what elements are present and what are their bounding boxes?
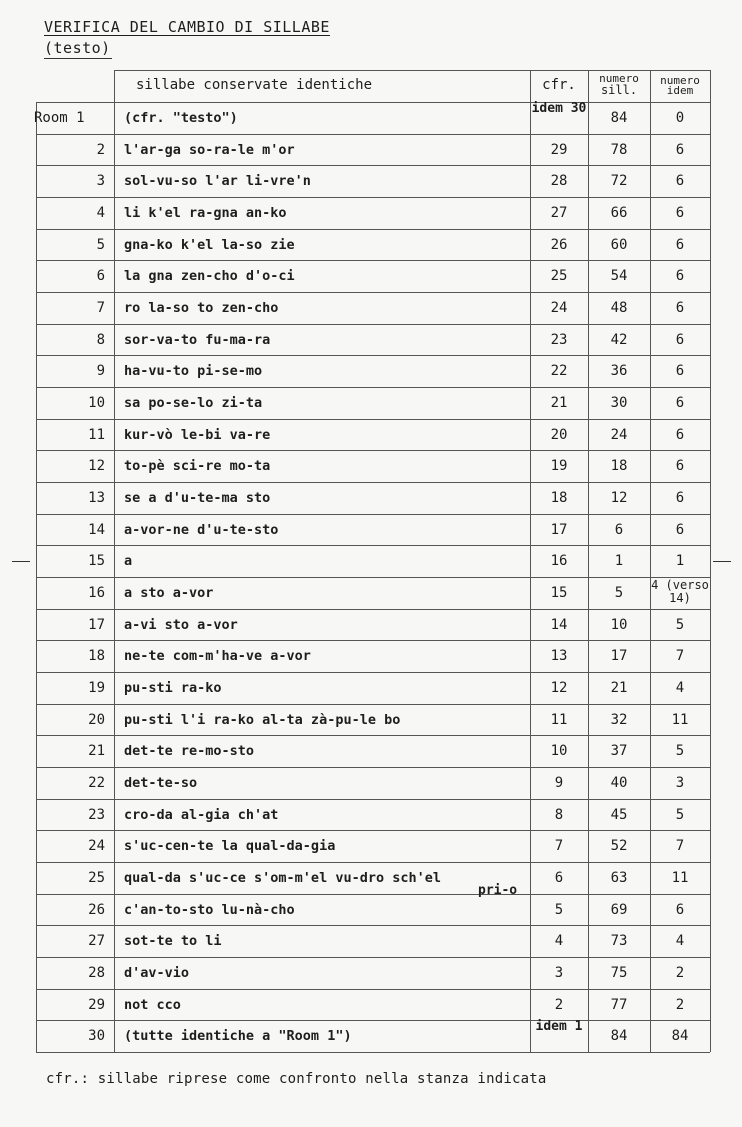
row-idem: 84 xyxy=(671,1028,689,1045)
syllable-table xyxy=(36,70,710,1052)
row-idem: 5 xyxy=(675,743,685,760)
row-syllables: (tutte identiche a "Room 1") xyxy=(124,1028,352,1045)
row-syllables: sol-vu-so l'ar li-vre'n xyxy=(124,173,311,190)
row-syllables: a-vi sto a-vor xyxy=(124,616,238,633)
row-syllables: a xyxy=(124,553,133,570)
row-idem: 4 xyxy=(675,933,685,950)
row-syllables: pu-sti ra-ko xyxy=(124,679,222,696)
row-cfr: 13 xyxy=(550,648,568,665)
row-idem: 4 (verso 14) xyxy=(651,578,709,605)
table-line-row xyxy=(36,640,710,641)
row-room: 12 xyxy=(88,458,105,475)
row-cfr: 16 xyxy=(550,553,568,570)
table-line-row xyxy=(36,514,710,515)
margin-mark-left xyxy=(12,561,30,562)
row-room: 20 xyxy=(88,711,105,728)
table-line-row xyxy=(36,229,710,230)
row-sill: 60 xyxy=(610,236,628,253)
row-cfr: 3 xyxy=(554,964,564,981)
row-cfr: 9 xyxy=(554,774,564,791)
row-sill: 6 xyxy=(614,521,624,538)
row-syllables: det-te re-mo-sto xyxy=(124,743,255,760)
row-idem: 6 xyxy=(675,173,685,190)
row-syllables: (cfr. "testo") xyxy=(124,109,238,126)
table-line-row xyxy=(36,292,710,293)
row-syllables: qual-da s'uc-ce s'om-m'el vu-dro sch'el xyxy=(124,869,441,886)
row-syllables: det-te-so xyxy=(124,774,198,791)
table-line-row xyxy=(36,672,710,673)
page-subtitle: (testo) xyxy=(44,39,111,57)
row-syllables: sot-te to li xyxy=(124,933,222,950)
row-syllables: l'ar-ga so-ra-le m'or xyxy=(124,141,295,158)
row-cfr: 10 xyxy=(550,743,568,760)
row-cfr: 8 xyxy=(554,806,564,823)
row-sill: 40 xyxy=(610,774,628,791)
table-line-row xyxy=(36,609,710,610)
table-line-top xyxy=(114,70,710,71)
row-sill: 36 xyxy=(610,363,628,380)
row-idem: 5 xyxy=(675,616,685,633)
table-line-row xyxy=(36,197,710,198)
row-idem: 6 xyxy=(675,141,685,158)
table-line-row xyxy=(36,545,710,546)
row-cfr: 18 xyxy=(550,489,568,506)
row-cfr: 23 xyxy=(550,331,568,348)
row-syllables: se a d'u-te-ma sto xyxy=(124,489,271,506)
row-cfr: 4 xyxy=(554,933,564,950)
row-cfr: 20 xyxy=(550,426,568,443)
row-idem: 6 xyxy=(675,204,685,221)
margin-mark-right xyxy=(713,561,731,562)
row-room: 3 xyxy=(96,173,105,190)
row-room: 11 xyxy=(88,426,105,443)
row-syllables: sor-va-to fu-ma-ra xyxy=(124,331,271,348)
table-line-col xyxy=(114,70,115,1052)
row-cfr: 15 xyxy=(550,584,568,601)
row-cfr: 7 xyxy=(554,838,564,855)
row-idem: 6 xyxy=(675,901,685,918)
table-line-row xyxy=(36,957,710,958)
row-room: 7 xyxy=(96,299,105,316)
row-sill: 45 xyxy=(610,806,628,823)
row-cfr: 14 xyxy=(550,616,568,633)
page-title: VERIFICA DEL CAMBIO DI SILLABE xyxy=(44,18,330,36)
row-idem: 6 xyxy=(675,236,685,253)
title-underline xyxy=(44,58,112,59)
header-numero-sill: numero sill. xyxy=(599,72,639,97)
row-idem: 6 xyxy=(675,363,685,380)
row-room: 19 xyxy=(88,679,105,696)
row-syllables-continued: pri-o xyxy=(478,882,518,898)
row-sill: 72 xyxy=(610,173,628,190)
table-line-row xyxy=(36,767,710,768)
table-line-row xyxy=(36,925,710,926)
row-idem: 6 xyxy=(675,521,685,538)
row-syllables: ne-te com-m'ha-ve a-vor xyxy=(124,648,311,665)
row-room: 26 xyxy=(88,901,105,918)
row-room: 21 xyxy=(88,743,105,760)
row-sill: 21 xyxy=(610,679,628,696)
row-idem: 6 xyxy=(675,458,685,475)
row-syllables: sa po-se-lo zi-ta xyxy=(124,394,263,411)
row-syllables: d'av-vio xyxy=(124,964,190,981)
row-idem: 2 xyxy=(675,964,685,981)
row-cfr: 27 xyxy=(550,204,568,221)
row-room: 9 xyxy=(96,363,105,380)
table-line-row xyxy=(36,704,710,705)
row-sill: 17 xyxy=(610,648,628,665)
table-line-row xyxy=(36,862,710,863)
row-idem: 4 xyxy=(675,679,685,696)
table-line-row xyxy=(36,799,710,800)
row-idem: 7 xyxy=(675,648,685,665)
row-room: Room 1 xyxy=(34,109,85,126)
row-sill: 1 xyxy=(614,553,624,570)
row-idem: 6 xyxy=(675,426,685,443)
row-sill: 52 xyxy=(610,838,628,855)
row-syllables: not cco xyxy=(124,996,181,1013)
row-room: 15 xyxy=(88,553,105,570)
row-sill: 5 xyxy=(614,584,624,601)
row-sill: 18 xyxy=(610,458,628,475)
row-syllables: a-vor-ne d'u-te-sto xyxy=(124,521,279,538)
row-cfr: 17 xyxy=(550,521,568,538)
row-cfr: 11 xyxy=(550,711,568,728)
row-room: 13 xyxy=(88,489,105,506)
row-sill: 37 xyxy=(610,743,628,760)
row-sill: 10 xyxy=(610,616,628,633)
row-cfr: 25 xyxy=(550,268,568,285)
table-line-row xyxy=(36,894,710,895)
row-sill: 75 xyxy=(610,964,628,981)
row-sill: 77 xyxy=(610,996,628,1013)
row-sill: 42 xyxy=(610,331,628,348)
row-sill: 84 xyxy=(610,1028,628,1045)
row-sill: 69 xyxy=(610,901,628,918)
row-cfr: 28 xyxy=(550,173,568,190)
row-cfr: 26 xyxy=(550,236,568,253)
table-line-header xyxy=(36,102,710,103)
table-line-row xyxy=(36,577,710,578)
row-syllables: ro la-so to zen-cho xyxy=(124,299,279,316)
row-cfr: 21 xyxy=(550,394,568,411)
row-idem: 6 xyxy=(675,268,685,285)
table-line-row xyxy=(36,1020,710,1021)
row-sill: 63 xyxy=(610,869,628,886)
table-line-row xyxy=(36,450,710,451)
row-room: 30 xyxy=(88,1028,105,1045)
row-room: 4 xyxy=(96,204,105,221)
row-idem: 6 xyxy=(675,394,685,411)
row-sill: 73 xyxy=(610,933,628,950)
table-line-row xyxy=(36,735,710,736)
row-syllables: kur-vò le-bi va-re xyxy=(124,426,271,443)
row-room: 24 xyxy=(88,838,105,855)
row-room: 28 xyxy=(88,964,105,981)
table-line-row xyxy=(36,989,710,990)
row-room: 8 xyxy=(96,331,105,348)
row-idem: 11 xyxy=(671,869,689,886)
row-cfr: idem 30 xyxy=(531,101,587,116)
table-line-row xyxy=(36,419,710,420)
table-line-row xyxy=(36,830,710,831)
row-cfr: 12 xyxy=(550,679,568,696)
header-cfr: cfr. xyxy=(542,77,576,93)
footnote: cfr.: sillabe riprese come confronto nella stanza indicata xyxy=(46,1071,547,1087)
table-line-row xyxy=(36,260,710,261)
row-syllables: s'uc-cen-te la qual-da-gia xyxy=(124,838,336,855)
table-line-row xyxy=(36,324,710,325)
row-room: 18 xyxy=(88,648,105,665)
row-syllables: li k'el ra-gna an-ko xyxy=(124,204,287,221)
row-idem: 3 xyxy=(675,774,685,791)
row-room: 25 xyxy=(88,869,105,886)
header-numero-idem: numero idem xyxy=(660,74,700,97)
row-cfr: 2 xyxy=(554,996,564,1013)
row-room: 14 xyxy=(88,521,105,538)
row-sill: 32 xyxy=(610,711,628,728)
row-room: 5 xyxy=(96,236,105,253)
row-sill: 54 xyxy=(610,268,628,285)
row-room: 23 xyxy=(88,806,105,823)
row-sill: 78 xyxy=(610,141,628,158)
row-cfr: 29 xyxy=(550,141,568,158)
row-syllables: a sto a-vor xyxy=(124,584,214,601)
row-room: 10 xyxy=(88,394,105,411)
row-idem: 7 xyxy=(675,838,685,855)
row-idem: 1 xyxy=(675,553,685,570)
row-idem: 5 xyxy=(675,806,685,823)
table-line-row xyxy=(36,482,710,483)
row-idem: 0 xyxy=(675,109,685,126)
row-room: 2 xyxy=(96,141,105,158)
row-sill: 12 xyxy=(610,489,628,506)
row-syllables: gna-ko k'el la-so zie xyxy=(124,236,295,253)
row-cfr: 22 xyxy=(550,363,568,380)
row-sill: 30 xyxy=(610,394,628,411)
table-line-col xyxy=(710,70,711,1052)
row-syllables: to-pè sci-re mo-ta xyxy=(124,458,271,475)
table-line-row xyxy=(36,134,710,135)
row-idem: 11 xyxy=(671,711,689,728)
header-syllables: sillabe conservate identiche xyxy=(136,77,373,93)
row-room: 17 xyxy=(88,616,105,633)
row-idem: 6 xyxy=(675,299,685,316)
row-cfr: 24 xyxy=(550,299,568,316)
row-sill: 48 xyxy=(610,299,628,316)
row-idem: 2 xyxy=(675,996,685,1013)
row-syllables: cro-da al-gia ch'at xyxy=(124,806,279,823)
row-syllables: ha-vu-to pi-se-mo xyxy=(124,363,263,380)
row-idem: 6 xyxy=(675,331,685,348)
table-line-row xyxy=(36,165,710,166)
row-cfr: idem 1 xyxy=(535,1019,583,1035)
row-idem: 6 xyxy=(675,489,685,506)
table-line-row xyxy=(36,355,710,356)
row-sill: 66 xyxy=(610,204,628,221)
row-sill: 84 xyxy=(610,109,628,126)
row-cfr: 5 xyxy=(554,901,564,918)
row-room: 22 xyxy=(88,774,105,791)
table-line-row xyxy=(36,387,710,388)
table-line-row xyxy=(36,1052,710,1053)
row-syllables: la gna zen-cho d'o-ci xyxy=(124,268,295,285)
row-room: 6 xyxy=(96,268,105,285)
row-cfr: 6 xyxy=(554,869,564,886)
row-room: 27 xyxy=(88,933,105,950)
row-room: 29 xyxy=(88,996,105,1013)
row-syllables: c'an-to-sto lu-nà-cho xyxy=(124,901,295,918)
row-room: 16 xyxy=(88,584,105,601)
row-cfr: 19 xyxy=(550,458,568,475)
row-sill: 24 xyxy=(610,426,628,443)
row-syllables: pu-sti l'i ra-ko al-ta zà-pu-le bo xyxy=(124,711,401,728)
